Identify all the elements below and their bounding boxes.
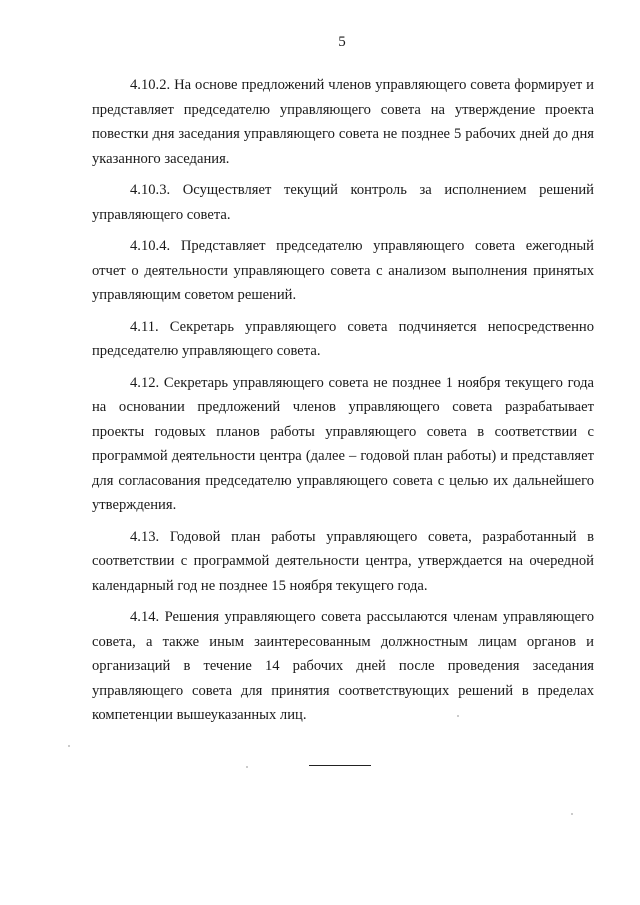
scan-speck — [246, 766, 248, 768]
end-of-document-rule — [309, 765, 371, 766]
paragraph-4-10-4: 4.10.4. Представляет председателю управляющего совета ежегодный отчет о деятельности управляющего совета с анализом выполнения принятых управляющим советом решений. — [92, 238, 594, 303]
document-body — [92, 73, 594, 728]
paragraph-4-13: 4.13. Годовой план работы управляющего совета, разработанный в соответствии с программой деятельности центра, утверждается на очередной календарный год не позднее 15 ноября текущего года. — [92, 528, 594, 594]
paragraph-4-10-2: 4.10.2. На основе предложений членов управляющего совета формирует и представляет председателю управляющего совета на утверждение проекта повестки дня заседания управляющего совета не позднее 5 рабочих дней до дня указанного заседания. — [92, 77, 594, 167]
scan-speck — [68, 745, 70, 747]
scan-speck — [571, 813, 573, 815]
paragraph-4-12: 4.12. Секретарь управляющего совета не позднее 1 ноября текущего года на основании предложений членов управляющего совета разрабатывает проекты годовых планов работы управляющего совета в соответствии с программой деятельности центра (далее – годовой план работы) и представляет для согласования председателю управляющего совета с целью их дальнейшего утверждения. — [92, 374, 594, 513]
page-number: 5 — [338, 34, 346, 50]
paragraph-4-11: 4.11. Секретарь управляющего совета подчиняется непосредственно председателю управляющего совета. — [92, 318, 594, 359]
paragraph-4-14: 4.14. Решения управляющего совета рассылаются членам управляющего совета, а также иным заинтересованным должностным лицам органов и организаций в течение 14 рабочих дней после проведения заседания управляющего совета для принятия соответствующих решений в пределах компетенции вышеуказанных лиц. — [92, 609, 594, 723]
paragraph-4-10-3: 4.10.3. Осуществляет текущий контроль за исполнением решений управляющего совета. — [92, 182, 594, 223]
scan-speck — [457, 715, 459, 717]
